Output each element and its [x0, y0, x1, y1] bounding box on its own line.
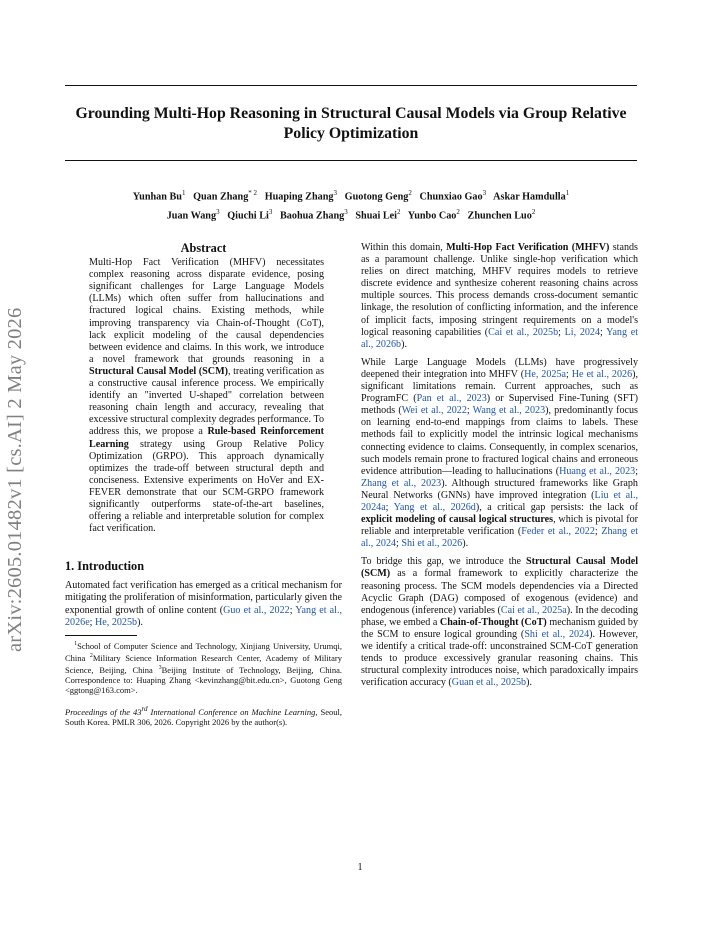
- citation-link[interactable]: Feder et al., 2022: [521, 526, 595, 538]
- citation-link[interactable]: Wei et al., 2022: [401, 405, 467, 417]
- author: Yunhan Bu: [132, 191, 182, 203]
- citation-link[interactable]: Yang et al., 2026d: [393, 501, 476, 513]
- author: Chunxiao Gao: [419, 191, 483, 203]
- citation-link[interactable]: Wang et al., 2023: [472, 405, 546, 417]
- intro-heading: 1. Introduction: [65, 559, 145, 574]
- intro-paragraph: Automated fact verification has emerged as a critical mechanism for mitigating the proliferation of misinformation, particularly given the exponential growth of online content (Guo et al., 2022; Yang et al., 2026e; He, 2025b).: [65, 580, 343, 628]
- citation-link[interactable]: He et al., 2026: [571, 368, 633, 380]
- paragraph-mhfv: Within this domain, Multi-Hop Fact Verification (MHFV) stands as a paramount challenge. Unlike single-hop verification which relies on direct matching, MHFV requires models to retrieve discrete evidence and synthesize coherent reasoning chains across multiple sources. This process demands cross-document semantic linkage, the resolution of conflicting information, and the inference of implicit facts, imposing stringent requirements on a model's logical reasoning capabilities (Cai et al., 2025b; Li, 2024; Yang et al., 2026b).: [361, 242, 639, 350]
- author: Qiuchi Li: [227, 210, 269, 222]
- citation-link[interactable]: Zhang et al., 2024: [361, 526, 639, 550]
- citation-link[interactable]: He, 2025a: [524, 368, 566, 380]
- footnote-rule: [65, 635, 137, 636]
- author-list: [65, 186, 637, 224]
- left-column: [65, 242, 342, 727]
- arxiv-stamp: arXiv:2605.01482v1 [cs.AI] 2 May 2026: [4, 307, 26, 652]
- citation-link[interactable]: Pan et al., 2023: [416, 393, 487, 405]
- author: Guotong Geng: [344, 191, 409, 203]
- citation-link[interactable]: Guo et al., 2022: [223, 604, 290, 616]
- right-column: [361, 242, 638, 695]
- author: Huaping Zhang: [264, 191, 334, 203]
- citation-link[interactable]: Shi et al., 2024: [524, 628, 590, 640]
- citation-link[interactable]: Yang et al., 2026e: [65, 604, 343, 628]
- abstract-body: [65, 257, 342, 535]
- author: Zhunchen Luo: [467, 210, 532, 222]
- paragraph-llms: While Large Language Models (LLMs) have progressively deepened their integration into MHFV (He, 2025a; He et al., 2026), significant limitations remain. Current approaches, such as ProgramFC (Pan et al., 2023) or Supervised Fine-Tuning (SFT) methods (Wei et al., 2022; Wang et al., 2023), predominantly focus on learning end-to-end mappings from claims to labels. These methods fail to explicitly model the intrinsic logical mechanisms connecting evidence to claims. Consequently, in complex scenarios, such models remain prone to fractured logical chains and erroneous evidence attribution—leading to hallucinations (Huang et al., 2023; Zhang et al., 2023). Although structured frameworks like Graph Neural Networks (GNNs) have improved integration (Liu et al., 2024a; Yang et al., 2026d), a critical gap persists: the lack of explicit modeling of causal logical structures, which is pivotal for reliable and interpretable verification (Feder et al., 2022; Zhang et al., 2024; Shi et al., 2026).: [361, 356, 639, 550]
- citation-link[interactable]: Liu et al., 2024a: [361, 489, 638, 513]
- author: Juan Wang: [166, 210, 217, 222]
- abstract-heading: Abstract: [180, 241, 227, 255]
- citation-link[interactable]: Shi et al., 2026: [401, 538, 463, 550]
- citation-link[interactable]: Zhang et al., 2023: [361, 477, 442, 489]
- citation-link[interactable]: Huang et al., 2023: [559, 465, 636, 477]
- author: Shuai Lei: [355, 210, 398, 222]
- citation-link[interactable]: Cai et al., 2025a: [500, 604, 567, 616]
- title-top-rule: [65, 85, 637, 86]
- citation-link[interactable]: Cai et al., 2025b: [488, 326, 559, 338]
- abstract-text: Multi-Hop Fact Verification (MHFV) necessitates complex reasoning across disparate evidence, posing significant challenges for Large Language Models (LLMs) which often suffer from hallucinations and fractured logical chains. Existing methods, while improving transparency via Chain-of-Thought (CoT), lack explicit modeling of the causal dependencies between evidence and claims. In this work, we introduce a novel framework that grounds reasoning in a Structural Causal Model (SCM), treating verification as a constructive causal inference process. We empirically identify an "inverted U-shaped" correlation between reasoning chain length and accuracy, revealing that excessive structural complexity degrades performance. To address this, we propose a Rule-based Reinforcement Learning strategy using Group Relative Policy Optimization (GRPO). This approach dynamically optimizes the trade-off between structural depth and conciseness. Extensive experiments on HoVer and EX-FEVER demonstrate that our SCM-GRPO framework significantly outperforms state-of-the-art baselines, offering a reliable and interpretable solution for complex fact verification.: [89, 257, 324, 535]
- paragraph-scm: To bridge this gap, we introduce the Structural Causal Model (SCM) as a formal framework to explicitly characterize the reasoning process. The SCM models dependencies via a Directed Acyclic Graph (DAG) composed of exogenous (evidence) and endogenous (inference) variables (Cai et al., 2025a). In the decoding phase, we embed a Chain-of-Thought (CoT) mechanism guided by the SCM to ensure logical grounding (Shi et al., 2024). However, we identify a critical trade-off: unconstrained SCM-CoT generation tends to produce excessively granular reasoning chains. This structural complexity introduces noise, which paradoxically impairs verification accuracy (Guan et al., 2025b).: [361, 556, 639, 689]
- citation-link[interactable]: Li, 2024: [564, 326, 601, 338]
- page-number: 1: [357, 862, 363, 873]
- author: Quan Zhang: [193, 191, 249, 203]
- paper-title: Grounding Multi-Hop Reasoning in Structural Causal Models via Group Relative Policy Optimization: [75, 105, 627, 142]
- author: Yunbo Cao: [407, 210, 457, 222]
- citation-link[interactable]: Yang et al., 2026b: [361, 326, 639, 350]
- citation-link[interactable]: Guan et al., 2025b: [451, 677, 527, 689]
- author-line-2: Juan Wang$^3$ Qiuchi Li$^3$ Baohua Zhang$^3$ Shuai Lei$^2$ Yunbo Cao$^2$ Zhunchen Luo$^2$: [166, 207, 536, 222]
- citation-link[interactable]: He, 2025b: [95, 616, 138, 628]
- proceedings-note: Proceedings of the 43rd International Conference on Machine Learning, Seoul, South Korea. PMLR 306, 2026. Copyright 2026 by the author(s).: [65, 704, 342, 727]
- author: Askar Hamdulla: [493, 191, 566, 203]
- affiliation-footnote: $^1$School of Computer Science and Technology, Xinjiang University, Urumqi, China $^2$Military Science Information Research Center, Academy of Military Science, Beijing, China $^3$Beijing Institute of Technology, Beijing, China. Correspondence to: Huaping Zhang <kevinzhang@bit.edu.cn>, Guotong Geng <ggtong@163.com>.: [65, 640, 343, 696]
- author-line-1: Yunhan Bu$^1$ Quan Zhang$^{* 2}$ Huaping Zhang$^3$ Guotong Geng$^2$ Chunxiao Gao$^3$ Askar Hamdulla$^1$: [132, 189, 570, 203]
- author: Baohua Zhang: [279, 210, 345, 222]
- title-bottom-rule: [65, 160, 637, 161]
